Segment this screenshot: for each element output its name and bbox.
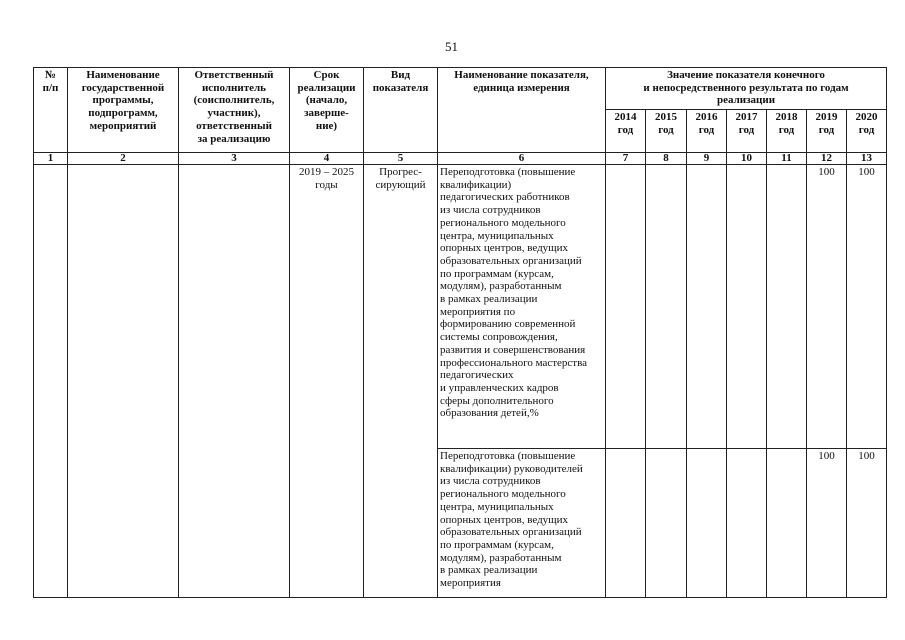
value-cell-2017 — [727, 165, 767, 449]
column-number: 9 — [687, 153, 727, 165]
header-year-2015: 2015 год — [646, 110, 687, 153]
column-number: 3 — [179, 153, 290, 165]
column-number: 1 — [34, 153, 68, 165]
value-cell-2015 — [646, 165, 687, 449]
header-num: № п/п — [34, 68, 68, 153]
header-year-2019: 2019 год — [807, 110, 847, 153]
column-number: 4 — [290, 153, 364, 165]
header-year-2017: 2017 год — [727, 110, 767, 153]
column-number: 8 — [646, 153, 687, 165]
page-number: 51 — [445, 39, 458, 54]
header-year-2016: 2016 год — [687, 110, 727, 153]
program-cell — [68, 165, 179, 598]
header-program: Наименование государственной программы, подпрограмм, мероприятий — [68, 68, 179, 153]
indicator-name-cell: Переподготовка (повышение квалификации) педагогических работников из числа сотрудников регионального модельного центра, муниципальных опорных центров, ведущих образовательных организаций по программам (курсам, модулям), разработанным в рамках реализации мероприятия по формированию современной системы сопровождения, развития и совершенствования профессионального мастерства педагогических и управленческих кадров сферы дополнительного образования детей,% — [438, 165, 606, 449]
column-number: 10 — [727, 153, 767, 165]
value-cell-2015 — [646, 449, 687, 598]
column-number: 7 — [606, 153, 646, 165]
column-number: 13 — [847, 153, 887, 165]
column-number: 5 — [364, 153, 438, 165]
value-cell-2016 — [687, 165, 727, 449]
header-executor: Ответственный исполнитель (соисполнитель, участник), ответственный за реализацию — [179, 68, 290, 153]
value-cell-2018 — [767, 449, 807, 598]
header-indicator: Наименование показателя, единица измерения — [438, 68, 606, 153]
value-cell-2019: 100 — [807, 449, 847, 598]
header-year-2018: 2018 год — [767, 110, 807, 153]
column-number: 6 — [438, 153, 606, 165]
type-cell: Прогрес- сирующий — [364, 165, 438, 598]
column-number-row — [34, 153, 887, 165]
value-cell-2020: 100 — [847, 165, 887, 449]
column-number: 11 — [767, 153, 807, 165]
value-cell-2018 — [767, 165, 807, 449]
executor-cell — [179, 165, 290, 598]
value-cell-2014 — [606, 449, 646, 598]
value-cell-2017 — [727, 449, 767, 598]
header-year-2020: 2020 год — [847, 110, 887, 153]
num-cell — [34, 165, 68, 598]
indicator-name-cell: Переподготовка (повышение квалификации) руководителей из числа сотрудников регионального модельного центра, муниципальных опорных центров, ведущих образовательных организаций по программам (курсам, модулям), разработанным в рамках реализации мероприятия — [438, 449, 606, 598]
header-row-1 — [34, 68, 887, 110]
value-cell-2016 — [687, 449, 727, 598]
table-row — [34, 165, 887, 449]
value-cell-2019: 100 — [807, 165, 847, 449]
header-term: Срок реализации (начало, заверше- ние) — [290, 68, 364, 153]
header-type: Вид показателя — [364, 68, 438, 153]
header-year-2014: 2014 год — [606, 110, 646, 153]
column-number: 2 — [68, 153, 179, 165]
header-value-group: Значение показателя конечного и непосредственного результата по годам реализации — [606, 68, 887, 110]
column-number: 12 — [807, 153, 847, 165]
value-cell-2020: 100 — [847, 449, 887, 598]
indicators-table — [33, 67, 887, 598]
term-cell: 2019 – 2025 годы — [290, 165, 364, 598]
value-cell-2014 — [606, 165, 646, 449]
